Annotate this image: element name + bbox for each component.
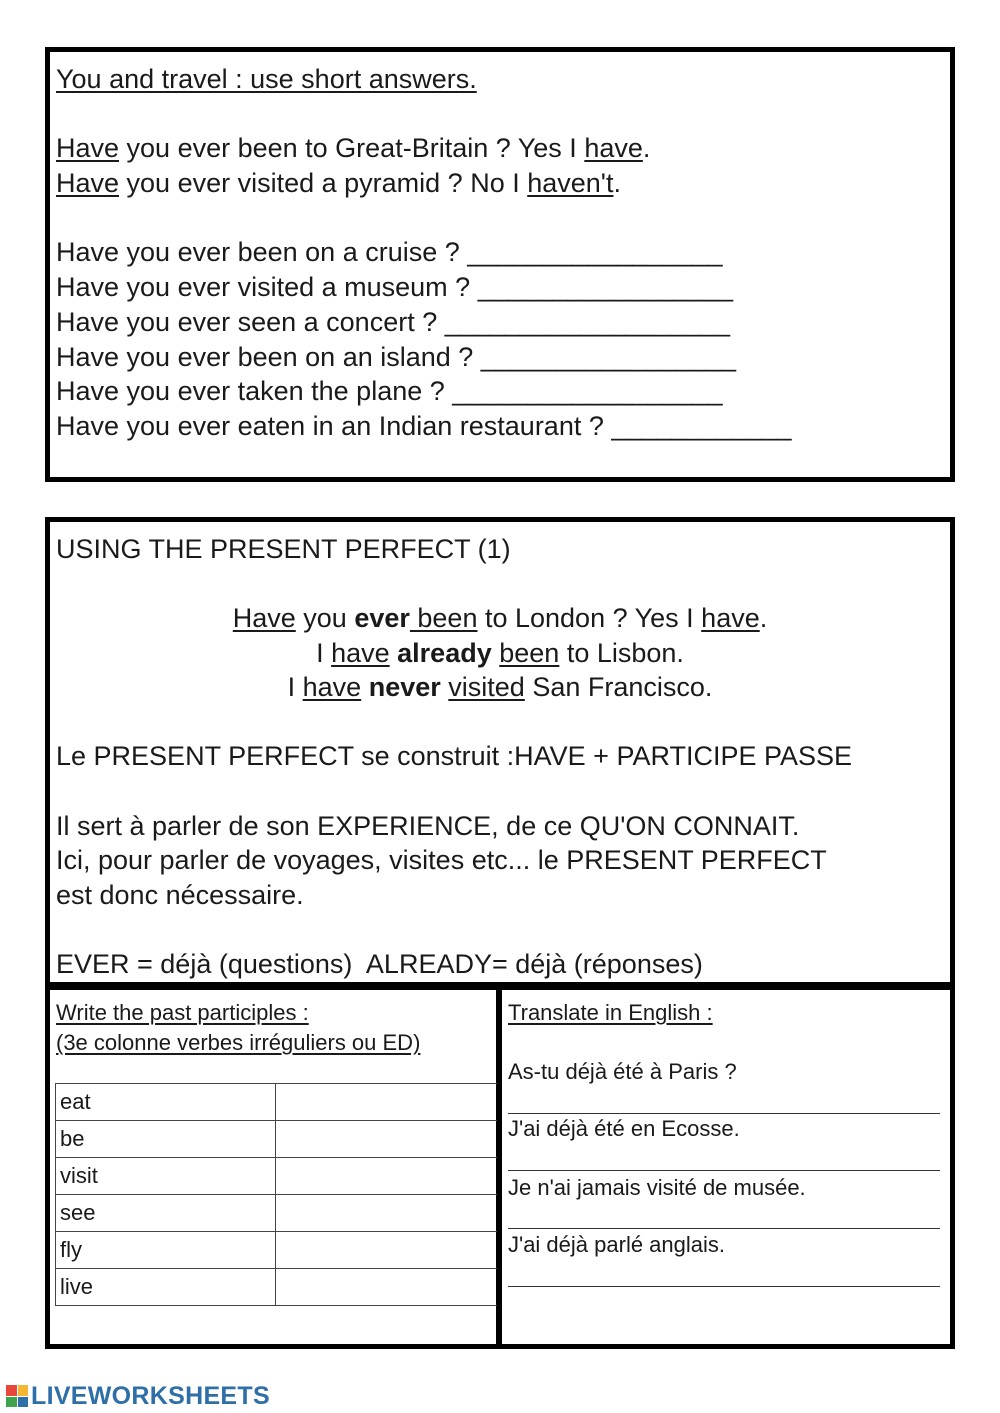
answer-cell[interactable] (276, 1084, 498, 1121)
answer-line[interactable] (508, 1228, 940, 1229)
box3-subtitle: (3e colonne verbes irréguliers ou ED) (56, 1030, 421, 1055)
example-answer: haven't (527, 168, 614, 198)
lesson-example-1: Have you ever been to London ? Yes I have. (232, 603, 768, 633)
answer-cell[interactable] (276, 1269, 498, 1306)
explanation-line-3: est donc nécessaire. (56, 880, 304, 910)
ever-already-note: EVER = déjà (questions) ALREADY= déjà (réponses) (56, 949, 703, 979)
box3-title: Write the past participles : (56, 1000, 309, 1025)
verb-cell: fly (56, 1232, 276, 1269)
example-have: Have (56, 133, 120, 163)
question-museum[interactable]: Have you ever visited a museum ? _________________ (56, 272, 733, 302)
example-line-2: Have you ever visited a pyramid ? No I haven't. (56, 168, 621, 198)
table-row (56, 1269, 498, 1306)
logo-text: LIVEWORKSHEETS (31, 1381, 270, 1410)
answer-cell[interactable] (276, 1121, 498, 1158)
verb-cell: live (56, 1269, 276, 1306)
logo-square (18, 1397, 29, 1408)
question-cruise[interactable]: Have you ever been on a cruise ? _________________ (56, 237, 723, 267)
construction-rule: Le PRESENT PERFECT se construit :HAVE + PARTICIPE PASSE (56, 741, 853, 771)
travel-short-answers-box (45, 47, 955, 482)
table-row (56, 1195, 498, 1232)
question-island[interactable]: Have you ever been on an island ? _________________ (56, 342, 737, 372)
answer-cell[interactable] (276, 1195, 498, 1232)
explanation-line-1: Il sert à parler de son EXPERIENCE, de ce QU'ON CONNAIT. (56, 811, 800, 841)
lesson-example-2: I have already been to Lisbon. (316, 638, 684, 668)
past-participles-box (45, 985, 501, 1349)
liveworksheets-logo (6, 1382, 270, 1410)
logo-square (6, 1397, 17, 1408)
box1-title: You and travel : use short answers. (56, 64, 477, 94)
logo-square (18, 1385, 29, 1396)
sentence-musee: Je n'ai jamais visité de musée. (508, 1175, 806, 1200)
logo-mark-icon (6, 1385, 28, 1407)
present-perfect-lesson-box (45, 517, 955, 987)
translate-box (497, 985, 955, 1349)
answer-line[interactable] (508, 1286, 940, 1287)
answer-line[interactable] (508, 1170, 940, 1171)
question-concert[interactable]: Have you ever seen a concert ? ___________________ (56, 307, 731, 337)
answer-cell[interactable] (276, 1232, 498, 1269)
box2-title: USING THE PRESENT PERFECT (1) (56, 534, 511, 564)
sentence-paris: As-tu déjà été à Paris ? (508, 1059, 737, 1084)
table-row (56, 1084, 498, 1121)
table-row (56, 1232, 498, 1269)
question-plane[interactable]: Have you ever taken the plane ? __________________ (56, 376, 723, 406)
table-row (56, 1121, 498, 1158)
past-participles-table (55, 1083, 498, 1306)
verb-cell: see (56, 1195, 276, 1232)
answer-cell[interactable] (276, 1158, 498, 1195)
answer-line[interactable] (508, 1113, 940, 1114)
lesson-example-3: I have never visited San Francisco. (287, 672, 713, 702)
example-have: Have (56, 168, 120, 198)
verb-cell: be (56, 1121, 276, 1158)
example-answer: have (584, 133, 643, 163)
sentence-anglais: J'ai déjà parlé anglais. (508, 1232, 726, 1257)
explanation-line-2: Ici, pour parler de voyages, visites etc... le PRESENT PERFECT (56, 845, 827, 875)
logo-square (6, 1385, 17, 1396)
table-row (56, 1158, 498, 1195)
sentence-ecosse: J'ai déjà été en Ecosse. (508, 1116, 740, 1141)
verb-cell: eat (56, 1084, 276, 1121)
example-line-1: Have you ever been to Great-Britain ? Yes I have. (56, 133, 651, 163)
box4-title: Translate in English : (508, 1000, 713, 1025)
question-indian-restaurant[interactable]: Have you ever eaten in an Indian restaurant ? ____________ (56, 411, 792, 441)
verb-cell: visit (56, 1158, 276, 1195)
